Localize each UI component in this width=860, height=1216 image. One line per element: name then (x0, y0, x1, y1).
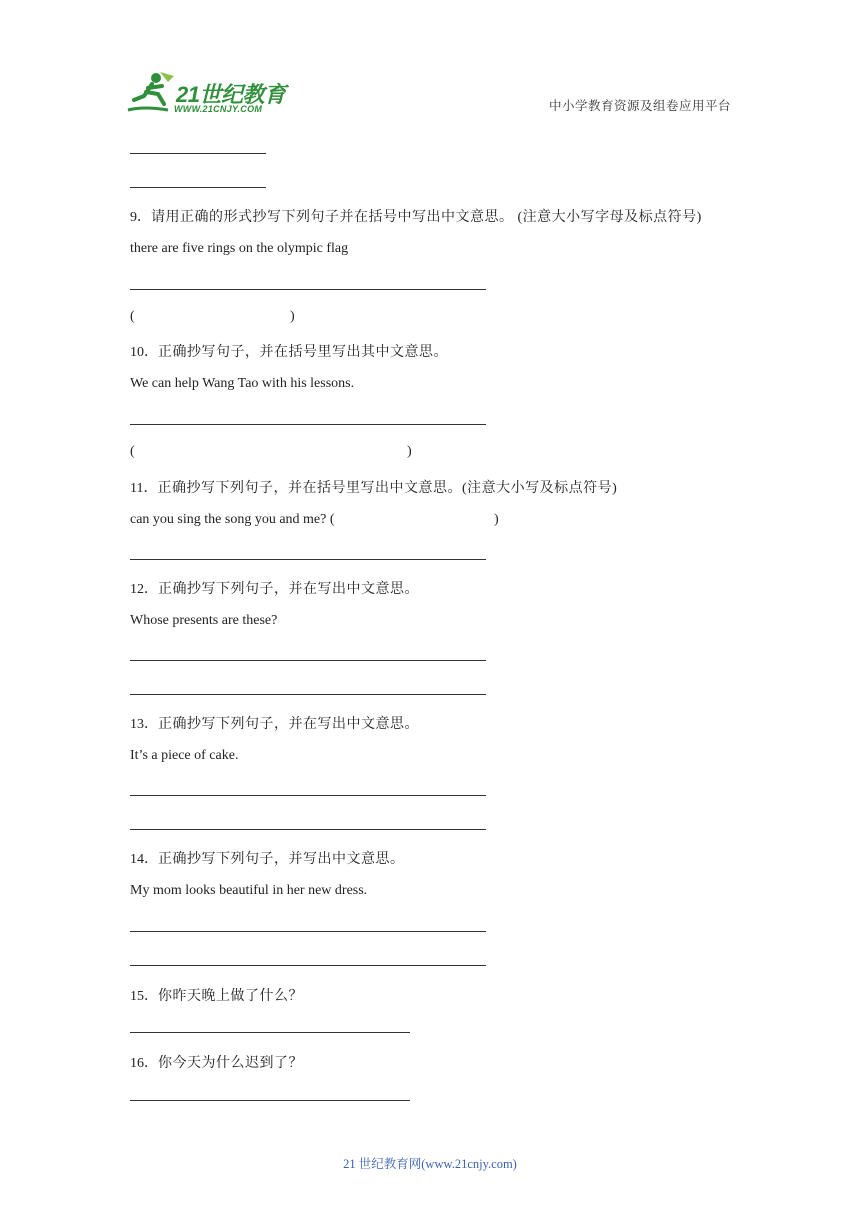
question-12-sentence: Whose presents are these? (130, 613, 278, 628)
footer-link[interactable]: 21 世纪教育网(www.21cnjy.com) (343, 1157, 517, 1171)
paren-open: ( (130, 444, 135, 459)
answer-line (130, 187, 266, 188)
question-11 (130, 477, 617, 497)
platform-title: 中小学教育资源及组卷应用平台 (549, 99, 732, 113)
paren-close: ) (290, 309, 295, 324)
answer-line[interactable] (130, 289, 486, 290)
answer-line[interactable] (130, 1032, 410, 1033)
question-instruction: 请用正确的形式抄写下列句子并在括号中写出中文意思。 (注意大小写字母及标点符号) (151, 210, 702, 225)
question-13-sentence: It’s a piece of cake. (130, 748, 239, 763)
question-number: 9． (130, 210, 151, 225)
answer-line[interactable] (130, 694, 486, 695)
paren-close: ) (407, 444, 412, 459)
logo-text: 21世纪教育 (176, 82, 286, 107)
answer-line (130, 153, 266, 154)
question-14-sentence: My mom looks beautiful in her new dress. (130, 883, 368, 898)
answer-line[interactable] (130, 559, 486, 560)
question-13 (130, 713, 419, 733)
question-14 (130, 848, 405, 868)
answer-line[interactable] (130, 795, 486, 796)
question-12 (130, 578, 419, 598)
question-number: 16． (130, 1056, 158, 1071)
question-10 (130, 341, 448, 361)
question-instruction: 正确抄写下列句子，并写出中文意思。 (158, 852, 405, 867)
paren-open: ( (130, 309, 135, 324)
answer-line[interactable] (130, 965, 486, 966)
runner-logo-icon (124, 70, 176, 114)
question-instruction: 正确抄写句子，并在括号里写出其中文意思。 (158, 345, 448, 360)
question-instruction: 正确抄写下列句子，并在写出中文意思。 (158, 582, 419, 597)
question-number: 14． (130, 852, 158, 867)
answer-line[interactable] (130, 424, 486, 425)
question-9-sentence: there are five rings on the olympic flag (130, 241, 349, 256)
question-number: 15． (130, 989, 158, 1004)
question-instruction: 正确抄写下列句子，并在写出中文意思。 (158, 717, 419, 732)
question-11-sentence: can you sing the song you and me? ( (130, 512, 335, 527)
question-number: 12． (130, 582, 158, 597)
answer-line[interactable] (130, 829, 486, 830)
question-instruction: 你今天为什么迟到了？ (158, 1056, 303, 1071)
paren-close: ) (494, 512, 499, 527)
answer-line[interactable] (130, 931, 486, 932)
question-number: 10． (130, 345, 158, 360)
question-9 (130, 206, 702, 226)
question-10-sentence: We can help Wang Tao with his lessons. (130, 376, 355, 391)
logo-url: WWW.21CNJY.COM (174, 104, 263, 114)
question-15 (130, 985, 303, 1005)
answer-line[interactable] (130, 660, 486, 661)
question-16 (130, 1052, 303, 1072)
question-number: 11． (130, 481, 158, 496)
question-instruction: 你昨天晚上做了什么？ (158, 989, 303, 1004)
answer-line[interactable] (130, 1100, 410, 1101)
logo (124, 68, 294, 118)
question-number: 13． (130, 717, 158, 732)
question-instruction: 正确抄写下列句子，并在括号里写出中文意思。(注意大小写及标点符号) (157, 481, 618, 496)
